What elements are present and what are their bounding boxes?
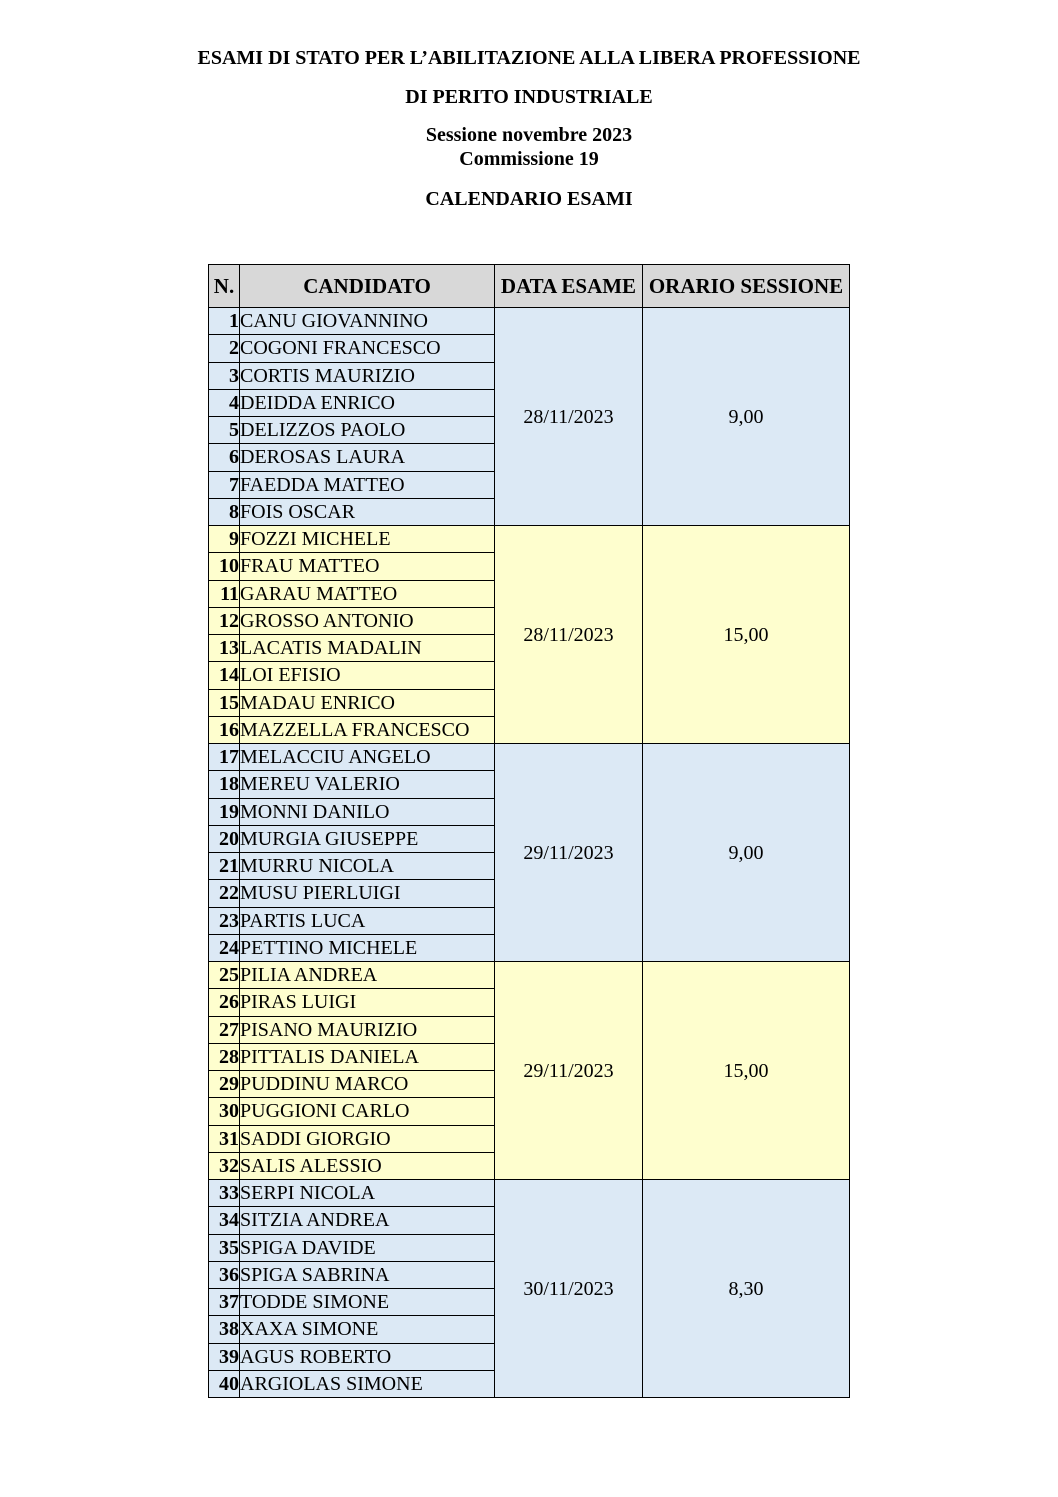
- candidate-name: AGUS ROBERTO: [240, 1343, 495, 1370]
- exam-date: 29/11/2023: [495, 962, 643, 1180]
- session-time: 8,30: [643, 1180, 850, 1398]
- candidate-number: 36: [209, 1261, 240, 1288]
- candidate-number: 4: [209, 389, 240, 416]
- candidate-number: 21: [209, 853, 240, 880]
- candidate-number: 39: [209, 1343, 240, 1370]
- candidate-name: FOIS OSCAR: [240, 498, 495, 525]
- candidate-number: 30: [209, 1098, 240, 1125]
- candidate-name: DELIZZOS PAOLO: [240, 417, 495, 444]
- candidate-name: PILIA ANDREA: [240, 962, 495, 989]
- candidate-name: FRAU MATTEO: [240, 553, 495, 580]
- candidate-number: 33: [209, 1180, 240, 1207]
- candidate-name: LACATIS MADALIN: [240, 635, 495, 662]
- candidate-number: 14: [209, 662, 240, 689]
- candidate-name: COGONI FRANCESCO: [240, 335, 495, 362]
- column-header-exam-date: DATA ESAME: [495, 265, 643, 308]
- candidate-name: LOI EFISIO: [240, 662, 495, 689]
- candidate-number: 40: [209, 1370, 240, 1397]
- candidate-name: CORTIS MAURIZIO: [240, 362, 495, 389]
- table-row: [209, 308, 850, 335]
- candidate-number: 28: [209, 1043, 240, 1070]
- candidate-number: 9: [209, 526, 240, 553]
- table-body: [209, 308, 850, 1398]
- candidate-number: 1: [209, 308, 240, 335]
- candidate-number: 2: [209, 335, 240, 362]
- session-time: 15,00: [643, 526, 850, 744]
- candidate-name: PUGGIONI CARLO: [240, 1098, 495, 1125]
- column-header-candidate: CANDIDATO: [240, 265, 495, 308]
- candidate-name: XAXA SIMONE: [240, 1316, 495, 1343]
- candidate-name: CANU GIOVANNINO: [240, 308, 495, 335]
- candidate-name: SPIGA SABRINA: [240, 1261, 495, 1288]
- candidate-number: 29: [209, 1071, 240, 1098]
- table-row: [209, 962, 850, 989]
- candidate-number: 11: [209, 580, 240, 607]
- candidate-number: 27: [209, 1016, 240, 1043]
- table-row: [209, 1180, 850, 1207]
- candidate-name: MURRU NICOLA: [240, 853, 495, 880]
- candidate-number: 31: [209, 1125, 240, 1152]
- candidate-number: 3: [209, 362, 240, 389]
- candidate-number: 32: [209, 1152, 240, 1179]
- commission-label: Commissione 19: [459, 148, 599, 170]
- exam-date: 30/11/2023: [495, 1180, 643, 1398]
- column-header-session-time: ORARIO SESSIONE: [643, 265, 850, 308]
- candidate-number: 10: [209, 553, 240, 580]
- candidate-number: 37: [209, 1289, 240, 1316]
- candidate-name: PARTIS LUCA: [240, 907, 495, 934]
- candidate-number: 5: [209, 417, 240, 444]
- session-time: 9,00: [643, 744, 850, 962]
- session-time: 9,00: [643, 308, 850, 526]
- candidate-name: PITTALIS DANIELA: [240, 1043, 495, 1070]
- candidate-number: 23: [209, 907, 240, 934]
- candidate-number: 34: [209, 1207, 240, 1234]
- session-time: 15,00: [643, 962, 850, 1180]
- candidate-number: 6: [209, 444, 240, 471]
- candidate-name: GARAU MATTEO: [240, 580, 495, 607]
- candidate-name: DEROSAS LAURA: [240, 444, 495, 471]
- table-header-row: [209, 265, 850, 308]
- candidate-name: MEREU VALERIO: [240, 771, 495, 798]
- candidate-number: 15: [209, 689, 240, 716]
- candidate-name: PETTINO MICHELE: [240, 934, 495, 961]
- candidate-name: SERPI NICOLA: [240, 1180, 495, 1207]
- exam-date: 29/11/2023: [495, 744, 643, 962]
- candidate-number: 24: [209, 934, 240, 961]
- candidate-name: FOZZI MICHELE: [240, 526, 495, 553]
- candidate-name: PUDDINU MARCO: [240, 1071, 495, 1098]
- candidate-number: 25: [209, 962, 240, 989]
- candidate-name: SPIGA DAVIDE: [240, 1234, 495, 1261]
- candidate-name: MUSU PIERLUIGI: [240, 880, 495, 907]
- candidate-number: 19: [209, 798, 240, 825]
- candidate-name: MELACCIU ANGELO: [240, 744, 495, 771]
- exam-calendar-table: [208, 264, 850, 1398]
- candidate-number: 7: [209, 471, 240, 498]
- session-label: Sessione novembre 2023: [425, 124, 633, 146]
- candidate-name: SITZIA ANDREA: [240, 1207, 495, 1234]
- exam-date: 28/11/2023: [495, 526, 643, 744]
- candidate-number: 35: [209, 1234, 240, 1261]
- candidate-name: SALIS ALESSIO: [240, 1152, 495, 1179]
- candidate-name: PISANO MAURIZIO: [240, 1016, 495, 1043]
- candidate-number: 18: [209, 771, 240, 798]
- candidate-name: PIRAS LUIGI: [240, 989, 495, 1016]
- document-subtitle: DI PERITO INDUSTRIALE: [405, 86, 653, 108]
- candidate-number: 22: [209, 880, 240, 907]
- candidate-number: 8: [209, 498, 240, 525]
- candidate-name: MADAU ENRICO: [240, 689, 495, 716]
- candidate-name: MAZZELLA FRANCESCO: [240, 716, 495, 743]
- candidate-name: TODDE SIMONE: [240, 1289, 495, 1316]
- candidate-number: 17: [209, 744, 240, 771]
- document-title: ESAMI DI STATO PER L’ABILITAZIONE ALLA LIBERA PROFESSIONE: [197, 47, 861, 69]
- candidate-name: GROSSO ANTONIO: [240, 607, 495, 634]
- candidate-number: 16: [209, 716, 240, 743]
- column-header-number: N.: [209, 265, 240, 308]
- candidate-name: MONNI DANILO: [240, 798, 495, 825]
- candidate-number: 26: [209, 989, 240, 1016]
- table-row: [209, 526, 850, 553]
- candidate-number: 13: [209, 635, 240, 662]
- table-row: [209, 744, 850, 771]
- candidate-name: DEIDDA ENRICO: [240, 389, 495, 416]
- candidate-name: FAEDDA MATTEO: [240, 471, 495, 498]
- candidate-number: 20: [209, 825, 240, 852]
- calendar-title: CALENDARIO ESAMI: [425, 188, 633, 210]
- candidate-name: MURGIA GIUSEPPE: [240, 825, 495, 852]
- candidate-number: 12: [209, 607, 240, 634]
- candidate-name: ARGIOLAS SIMONE: [240, 1370, 495, 1397]
- exam-date: 28/11/2023: [495, 308, 643, 526]
- candidate-number: 38: [209, 1316, 240, 1343]
- candidate-name: SADDI GIORGIO: [240, 1125, 495, 1152]
